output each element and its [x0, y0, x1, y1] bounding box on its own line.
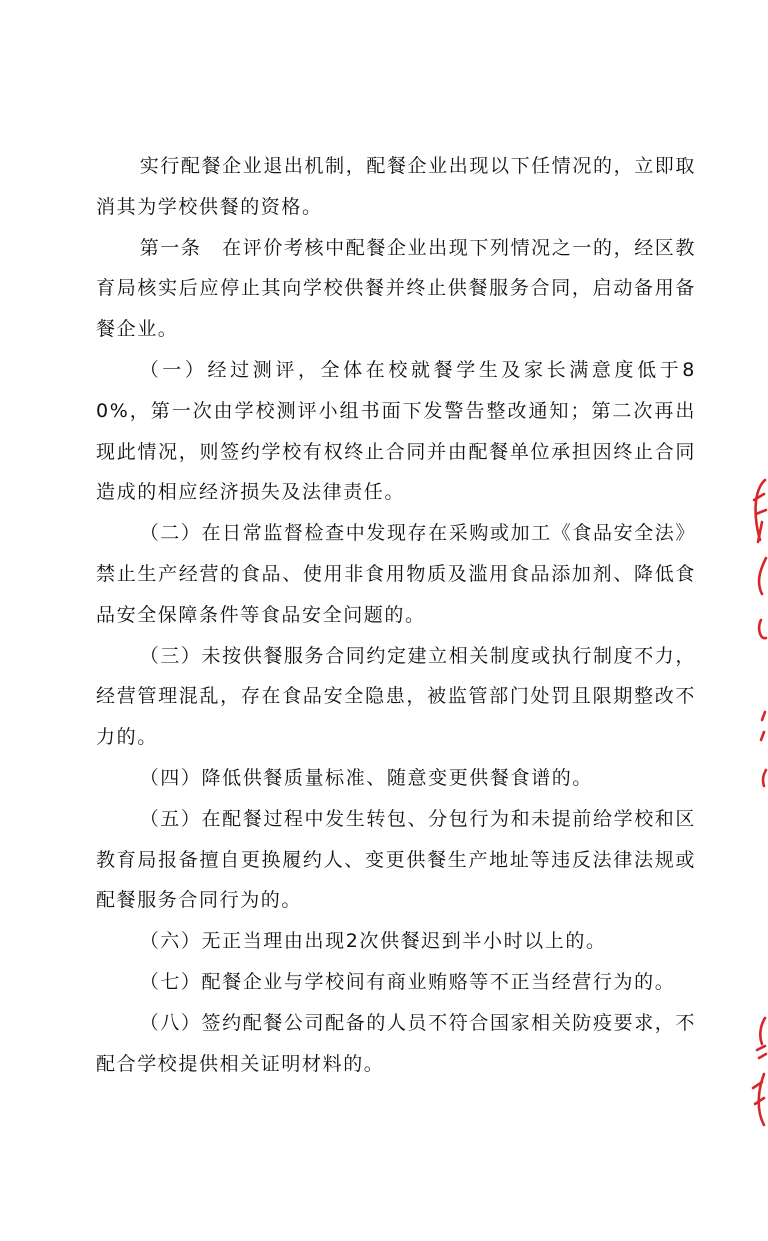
paragraph-item-5: （五）在配餐过程中发生转包、分包行为和未提前给学校和区教育局报备擅自更换履约人、变更供餐生产地址等违反法律法规或配餐服务合同行为的。: [96, 807, 696, 912]
paragraph-item-3: （三）未按供餐服务合同约定建立相关制度或执行制度不力，经营管理混乱，存在食品安全隐患，被监管部门处罚且限期整改不力的。: [96, 644, 696, 749]
paragraph-item-7: （七）配餐企业与学校间有商业贿赂等不正当经营行为的。: [139, 970, 676, 993]
paragraph-intro: 实行配餐企业退出机制，配餐企业出现以下任情况的，立即取消其为学校供餐的资格。: [96, 155, 696, 218]
paragraph-item-8: （八）签约配餐公司配备的人员不符合国家相关防疫要求，不配合学校提供相关证明材料的。: [96, 1011, 696, 1075]
paragraph-item-1: （一）经过测评，全体在校就餐学生及家长满意度低于80%，第一次由学校测评小组书面下发警告整改通知；第二次再出现此情况，则签约学校有权终止合同并由配餐单位承担因终止合同造成的相应经济损失及法律责任。: [96, 358, 696, 504]
paragraph-article-1: 第一条 在评价考核中配餐企业出现下列情况之一的，经区教育局核实后应停止其向学校供餐并终止供餐服务合同，启动备用备餐企业。: [96, 236, 696, 341]
document-body: [96, 146, 696, 1084]
paragraph-item-2: （二）在日常监督检查中发现存在采购或加工《食品安全法》禁止生产经营的食品、使用非食用物质及滥用食品添加剂、降低食品安全保障条件等食品安全问题的。: [96, 522, 696, 626]
paragraph-item-6: （六）无正当理由出现2次供餐迟到半小时以上的。: [139, 930, 607, 953]
paragraph-item-4: （四）降低供餐质量标准、随意变更供餐食谱的。: [139, 766, 593, 789]
seal-stamp-fragment: [738, 470, 768, 1130]
